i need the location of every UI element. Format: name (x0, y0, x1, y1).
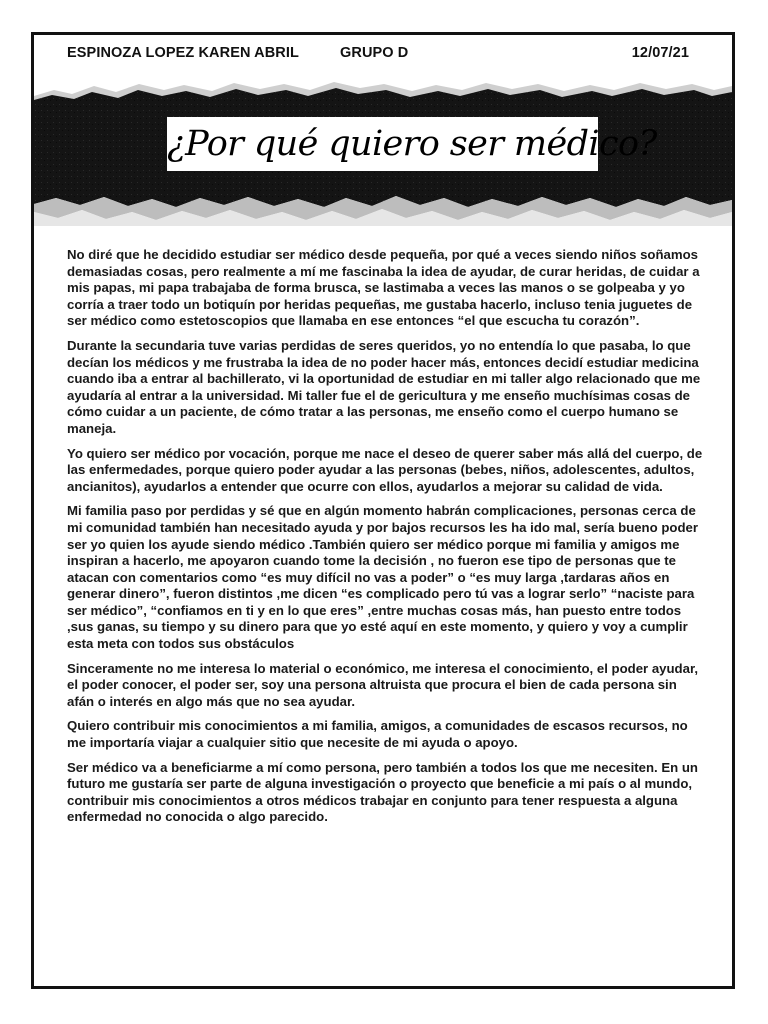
paragraph-5: Sinceramente no me interesa lo material o económico, me interesa el conocimiento, el poder ayudar, el poder conocer, el poder ser, soy una persona altruista que procura el bien de cada persona sin afán o interés en algo más que no sea ayudar. (67, 660, 699, 709)
student-name: ESPINOZA LOPEZ KAREN ABRIL (67, 45, 299, 61)
paragraph-1: No diré que he decidido estudiar ser médico desde pequeña, por qué a veces siendo niños soñamos demasiadas cosas, pero realmente a mí me fascinaba la idea de ayudar, de curar heridas, de cuidar a mis papas, mi papa trabajaba de forma brusca, se lastimaba a veces las manos o se golpeaba y yo corría a traer todo un botiquín por heridas pequeñas, me gustaba hacerlo, incluso tenia juguetes de ser médico como estetoscopios que llamaba en ese entonces “el que escucha tu corazón”. (67, 247, 700, 329)
paragraph-6: Quiero contribuir mis conocimientos a mi familia, amigos, a comunidades de escasos recursos, no me importaría viajar a cualquier sitio que necesite de mi ayuda o apoyo. (67, 718, 688, 751)
title-label-box (167, 117, 657, 171)
document-header (67, 45, 689, 67)
group-label: GRUPO D (340, 45, 409, 61)
document-date: 12/07/21 (631, 45, 689, 61)
paragraph-4: Mi familia paso por perdidas y sé que en algún momento habrán complicaciones, personas cerca de mi comunidad también han necesitado ayuda y por bajos recursos les ha ido mal, sería bueno poder ser yo quien los ayude siendo médico .También quiero ser médico porque mi familia y amigos me inspiran a hacerlo, me apoyaron cuando tome la decisión , no fueron ese tipo de personas que te atacan con comentarios como “es muy difícil no vas a poder” o “es muy larga ,tardaras años en generar dinero”, fueron distintos ,me dicen “es complicado pero tú vas a lograr serlo” “naciste para ser médico”, “confiamos en ti y en lo que eres” ,entre muchas cosas más, han puesto entre todos ,sus ganas, su tiempo y su dinero para que yo esté aquí en este momento, y quiero y voy a cumplir esta meta con todos sus obstáculos (67, 503, 698, 652)
paragraph-7: Ser médico va a beneficiarme a mí como persona, pero también a todos los que me necesiten. En un futuro me gustaría ser parte de alguna investigación o proyecto que beneficie a mi país o al mundo, contribuir mis conocimientos a otros médicos trabajar en conjunto para tener respuesta a alguna enfermedad no conocida o algo parecido. (67, 759, 698, 825)
page-title: ¿Por qué quiero ser médico? (167, 124, 657, 164)
paragraph-2: Durante la secundaria tuve varias perdidas de seres queridos, yo no entendía lo que pasaba, lo que decían los médicos y me frustraba la idea de no poder hacer más, entonces decidí estudiar medicina cuando iba a entrar al bachillerato, vi la oportunidad de estudiar en mi taller algo relacionado que me ayudaría al entrar a la universidad. Mi taller fue el de gericultura y me enseño muchísimas cosas de cómo cuidar a un paciente, de cómo tratar a las personas, me enseño como el cuerpo humano se maneja. (67, 337, 701, 436)
paragraph-3: Yo quiero ser médico por vocación, porque me nace el deseo de querer saber más allá del cuerpo, de las enfermedades, porque quiero poder ayudar a las personas (bebes, niños, adolescentes, adultos, ancianitos), ayudarlos a entender que ocurre con ellos, ayudarlos a mejorar su calidad de vida. (67, 445, 703, 494)
essay-body (67, 247, 707, 834)
